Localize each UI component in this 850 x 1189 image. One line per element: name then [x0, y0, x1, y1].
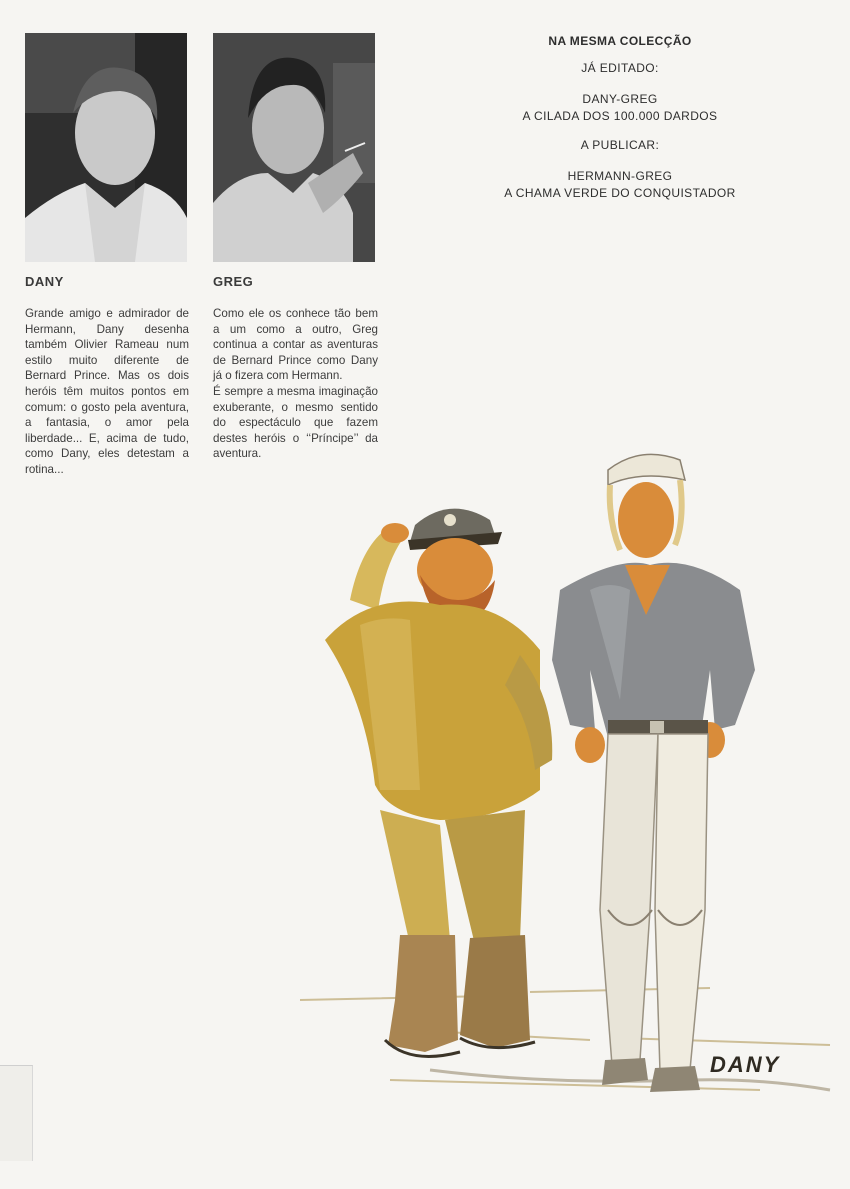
- artist-signature: DANY: [710, 1052, 781, 1077]
- upcoming-title: A CHAMA VERDE DO CONQUISTADOR: [504, 186, 736, 200]
- page-edge-mark: [0, 1065, 33, 1161]
- dany-portrait-photo: [25, 33, 187, 262]
- captain-figure: [325, 509, 552, 1057]
- author-name-dany: DANY: [25, 274, 64, 289]
- upcoming-label: A PUBLICAR:: [580, 138, 660, 152]
- published-entry: [470, 91, 770, 125]
- published-label: JÁ EDITADO:: [581, 61, 659, 75]
- greg-portrait-photo: [213, 33, 375, 262]
- upcoming-entry: [470, 168, 770, 202]
- published-title: A CILADA DOS 100.000 DARDOS: [522, 109, 718, 123]
- author-bio-greg: [213, 306, 378, 462]
- bio-text: Grande amigo e admirador de Hermann, Dany desenha também Olivier Rameau num estilo muito diferente de Bernard Prince. Mas os dois heróis têm muitos pontos em comum: o gosto pela aventura, a fantasia, o amor pela liberdade... E, acima de tudo, como Dany, eles detestam a rotina...: [25, 307, 189, 476]
- bio-paragraph: É sempre a mesma imaginação exuberante, o mesmo sentido do espectáculo que fazem destes heróis o ‘‘Príncipe’’ da aventura.: [213, 384, 378, 461]
- collection-list: [470, 34, 770, 215]
- collection-heading: NA MESMA COLECÇÃO: [548, 34, 692, 48]
- published-authors: DANY-GREG: [582, 92, 658, 106]
- author-bio-dany: [25, 306, 189, 478]
- prince-figure: [552, 454, 755, 1092]
- upcoming-authors: HERMANN-GREG: [567, 169, 673, 183]
- author-name-greg: GREG: [213, 274, 254, 289]
- bio-paragraph: Como ele os conhece tão bem a um como a outro, Greg continua a contar as aventuras de Bernard Prince como Dany já o fizera com Hermann.: [213, 307, 378, 383]
- heroes-illustration: [290, 440, 850, 1120]
